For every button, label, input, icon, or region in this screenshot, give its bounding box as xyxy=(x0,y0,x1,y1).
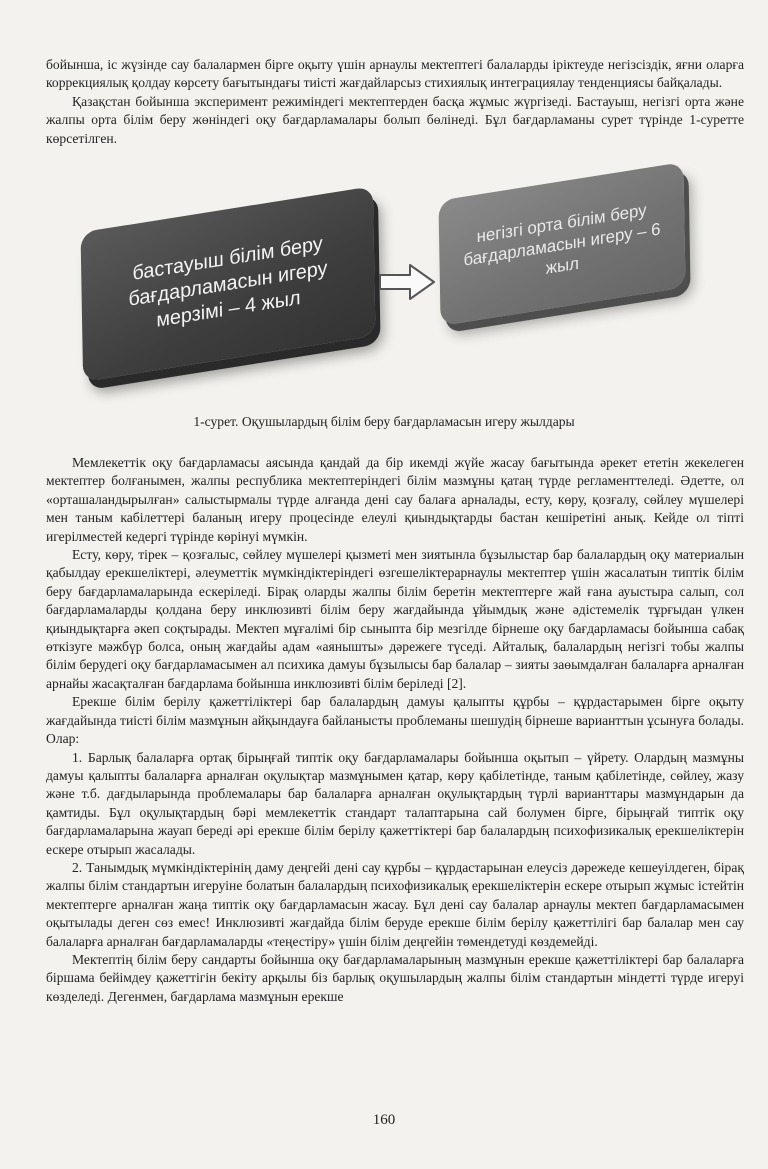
basic-secondary-education-label: негізгі орта білім беру бағдарламасын игеру – 6 жыл xyxy=(463,199,661,278)
top-text-block xyxy=(46,56,744,148)
primary-education-label: бастауыш білім беру бағдарламасын игеру мерзімі – 4 жыл xyxy=(128,232,328,332)
basic-secondary-education-box xyxy=(438,162,685,326)
paragraph: Есту, көру, тірек – қозғалыс, сөйлеу мүшелері қызметі мен зиятынла бұзылыстар бар балалардың оқу материалын қабылдау ерекшеліктері, әлеуметтік мүмкіндіктеріндегі өзгешеліктерарнаулы мектептер үшін жасалатын типтік білім беру бағдарламаларында ескеріледі. Бірақ оларды жалпы білім беретін мектептерге жай ғана ауыстыра салып, сол бағдарламаларды қолдана беру инклюзивті білім беру жағдайында ұйымдық және әдістемелік тұрғыдан үлкен қиындықтарға әкеп соқтырады. Мектеп мұғалімі бір сыныпта бір мезгілде бірнеше оқу бағдарламасы бойынша сабақ өткізуге мәжбүр болса, оның жағдайы адам «аянышты» дәрежеге түседі. Айталық, балалардың негізгі тобы жалпы білім берудегі оқу бағдарламасымен ал психика дамуы бұзылысы бар балалар – зияты заөымдалған балаларға арналған арнайы жасақталған бағдарлама бойынша инклюзивті білім беріледі [2]. xyxy=(46,547,744,691)
paragraph: Мектептің білім беру сандарты бойынша оқу бағдарламаларының мазмұнын ерекше қажеттіліктері бар балаларға біршама бейімдеу қажеттігін бекіту арқылы біз барлық оқушылардың жалпы білім стандартын міндетті түрде игеруі көзделеді. Дегенмен, бағдарлама мазмұнын ерекше xyxy=(46,951,744,1004)
paragraph: бойынша, іс жүзінде сау балалармен бірге оқыту үшін арнаулы мектептегі балаларды іріктеуде негізсіздік, яғни оларға коррекциялық қолдау көрсету бағытындағы тиісті жағдайларсыз стихиялық интеграциялау тенденциясы байқалады. xyxy=(46,57,744,91)
primary-education-box xyxy=(81,186,376,382)
paragraph: Қазақстан бойынша эксперимент режиміндегі мектептерден басқа жұмыс жүргізеді. Бастауыш, негізгі орта және жалпы орта білім беру жөніндегі оқу бағдарламалары болып бөлінеді. Бұл бағдарламаны сурет түрінде 1-суретте көрсетілген. xyxy=(46,93,744,146)
paragraph: 1. Барлық балаларға ортақ бірыңғай типтік оқу бағдарламалары бойынша оқытып – үйрету. Олардың мазмұны дамуы қалыпты балаларға арналған оқулықтар мазмұнымен қатар, көру қабілетінде, таным қабілетінде, сөйлеу, жазу және т.б. дағдыларында проблемалары бар балаларға арналған оқулықтардың түрлі варианттары мазмұндарын да қамтиды. Бұл оқулықтардың бәрі мемлекеттік стандарт талаптарына сай болумен бірге, бірыңғай типтік оқу бағдарламаларына жауап береді әрі ерекше білім берілу қажеттіктері бар балалардың психофизикалық ерекшеліктерін ескере отырып жасалады. xyxy=(46,749,744,857)
arrow-right-icon xyxy=(378,262,436,302)
figure-caption: 1-сурет. Оқушылардың білім беру бағдарламасын игеру жылдары xyxy=(193,414,575,429)
figure-1 xyxy=(78,186,698,396)
paragraph: Ерекше білім берілу қажеттіліктері бар балалардың дамуы қалыпты құрбы – құрдастарымен бірге оқыту жағдайында тиісті білім мазмұнын айқындауға байланысты проблеманы шешудің бірнеше варианттын ұсынуға болады. Олар: xyxy=(46,694,744,747)
paragraph: 2. Танымдық мүмкіндіктерінің даму деңгейі дені сау құрбы – құрдастарынан елеусіз дәрежеде кешеуілдеген, бірақ жалпы білім стандартын игеруіне болатын балалардың психофизикалық ерекшеліктерін ескере отырып жұмыс істейтін мектептерге арналған жаңа типтік оқу бағдарламасын жасау. Бұл дені сау балалар арнаулы мектеп бағдарламасымен оқытылады деген сөз емес! Инклюзивті жағдайда білім беруде ерекше білім берілу қажеттілігі бар балалар мен сау балаларға арналған бағдарламаларды «теңестіру» үшін білім деңгейін төмендетуді көздемейді. xyxy=(46,859,744,949)
body-text-block xyxy=(46,454,744,1006)
page-number: 160 xyxy=(372,1112,396,1128)
paragraph: Мемлекеттік оқу бағдарламасы аясында қандай да бір икемді жүйе жасау бағытында әрекет ететін жекелеген мектептер болғанымен, жалпы республика мектептеріндегі білім мазмұны қатаң түрде регламенттеледі. Әдетте, ол «орташаландырылған» салыстырмалы түрде алғанда дені сау балаға арналады, есту, көру, қозғалу, сөйлеу мүшелері мен таным кабілеттері баланың игеру процесінде елеулі қиындықтарды бастан кешіретіні анық. Кейде ол тіпті игерілместей кедергі түрінде көрінуі мүмкін. xyxy=(46,455,744,544)
